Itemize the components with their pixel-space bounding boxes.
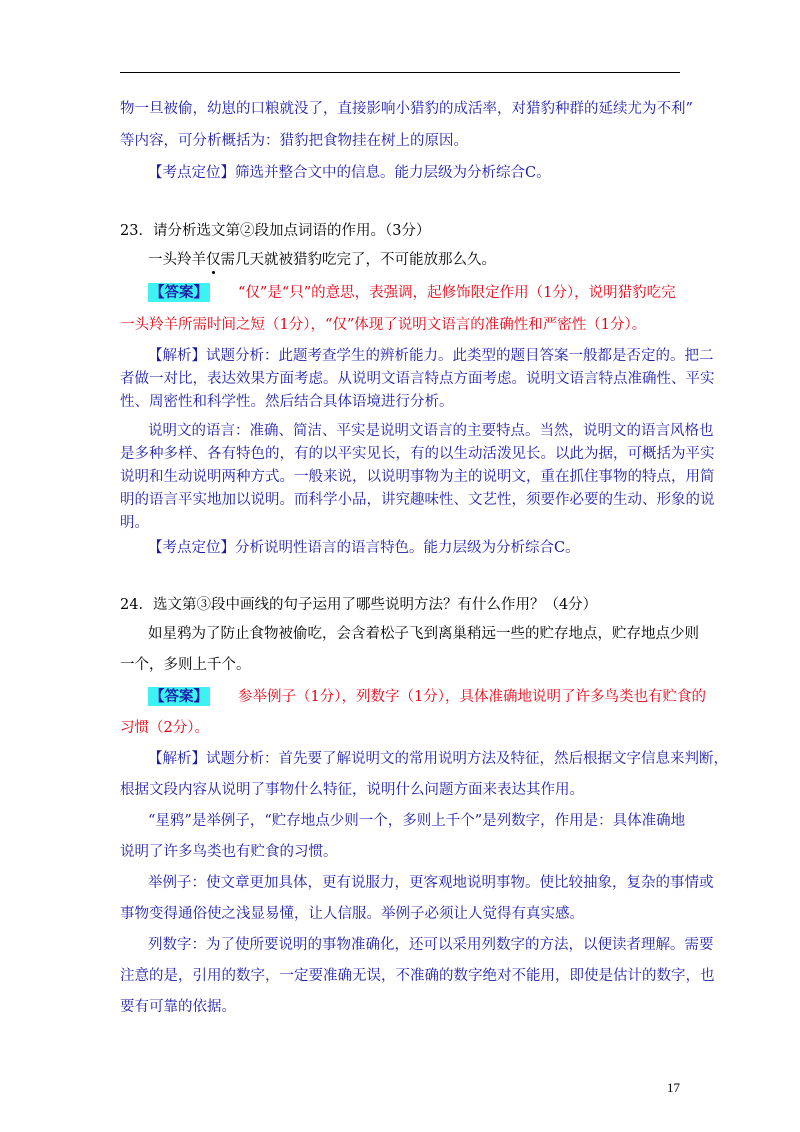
q24-para4-line-1: 列数字：为了使所要说明的事物准确化，还可以采用列数字的方法，以便读者理解。需要 [148,937,714,953]
page-number: 17 [667,1080,680,1095]
location-tag: 【考点定位】 [148,165,235,181]
q24-para3-line-2: 事物变得通俗使之浅显易懂，让人信服。举例子必须让人觉得有真实感。 [120,906,584,922]
header-rule [120,72,680,73]
location-text: 筛选并整合文中的信息。能力层级为分析综合C。 [235,165,551,181]
q23-location [148,538,580,558]
answer-tag: 【答案】 [150,688,208,705]
q23-para2-line-4: 明的语言平实地加以说明。而科学小品，讲究趣味性、文艺性，须要作必要的生动、形象的说 [120,492,715,508]
q23-para2-line-1: 说明文的语言：准确、简洁、平实是说明文语言的主要特点。当然，说明文的语言风格也 [148,423,714,439]
q24-para4-line-3: 要有可靠的依据。 [120,999,236,1015]
q24-answer-line-1 [148,687,706,707]
q24-question: 24．选文第③段中画线的句子运用了哪些说明方法？有什么作用？（4分） [120,597,598,613]
analysis-tag: 【解析】 [148,751,206,767]
top-line-1: 物一旦被偷，幼崽的口粮就没了，直接影响小猎豹的成活率，对猎豹种群的延续尤为不利” [120,101,693,117]
q24-para2-line-2: 说明了许多鸟类也有贮食的习惯。 [120,844,338,860]
q24-analysis-line-1: 【解析】试题分析：首先要了解说明文的常用说明方法及特征，然后根据文字信息来判断， [148,751,728,767]
q23-para2-line-5: 明。 [120,515,149,531]
q24-answer-line-2: 习惯（2分）。 [120,720,209,736]
answer-tag: 【答案】 [150,284,208,301]
q23-para2-line-2: 是多种多样、各有特色的，有的以平实见长，有的以生动活泼见长。以此为据，可概括为平实 [120,446,715,462]
answer-text: “仅”是“只”的意思，表强调，起修饰限定作用（1分），说明猎豹吃完 [238,285,676,301]
q24-analysis-line-2: 根据文段内容从说明了事物什么特征，说明什么问题方面来表达其作用。 [120,782,584,798]
location-tag: 【考点定位】 [148,540,235,556]
q23-answer-line-1 [148,283,676,303]
top-line-2: 等内容，可分析概括为：猎豹把食物挂在树上的原因。 [120,133,468,149]
answer-text: 参举例子（1分），列数字（1分），具体准确地说明了许多鸟类也有贮食的 [238,689,706,705]
analysis-tag: 【解析】 [148,348,206,364]
q23-analysis-line-3: 性、周密性和科学性。然后结合具体语境进行分析。 [120,394,454,410]
top-location [148,163,551,183]
q24-quote-line-1: 如星鸦为了防止食物被偷吃，会含着松子飞到离巢稍远一些的贮存地点，贮存地点少则 [148,626,699,642]
location-text: 分析说明性语言的语言特色。能力层级为分析综合C。 [235,540,580,556]
q24-para3-line-1: 举例子：使文章更加具体，更有说服力，更客观地说明事物。使比较抽象，复杂的事情或 [148,875,714,891]
q23-answer-line-2: 一头羚羊所需时间之短（1分），“仅”体现了说明文语言的准确性和严密性（1分）。 [120,317,647,333]
q24-para4-line-2: 注意的是，引用的数字，一定要准确无误，不准确的数字绝对不能用，即使是估计的数字，也 [120,968,715,984]
q23-quote: 一头羚羊仅需几天就被猎豹吃完了，不可能放那么久。 [148,252,496,268]
q24-quote-line-2: 一个，多则上千个。 [120,657,251,673]
q23-question: 23．请分析选文第②段加点词语的作用。（3分） [120,223,431,239]
q23-analysis-line-2: 者做一对比，表达效果方面考虑。从说明文语言特点方面考虑。说明文语言特点准确性、平实 [120,371,715,387]
q24-para2-line-1: “星鸦”是举例子，“贮存地点少则一个，多则上千个”是列数字，作用是：具体准确地 [148,813,686,829]
q23-para2-line-3: 说明和生动说明两种方式。一般来说，以说明事物为主的说明文，重在抓住事物的特点，用简 [120,469,715,485]
q23-analysis-line-1: 【解析】试题分析：此题考查学生的辨析能力。此类型的题目答案一般都是否定的。把二 [148,348,714,364]
emphasis-dot-word: 仅 [206,252,221,268]
